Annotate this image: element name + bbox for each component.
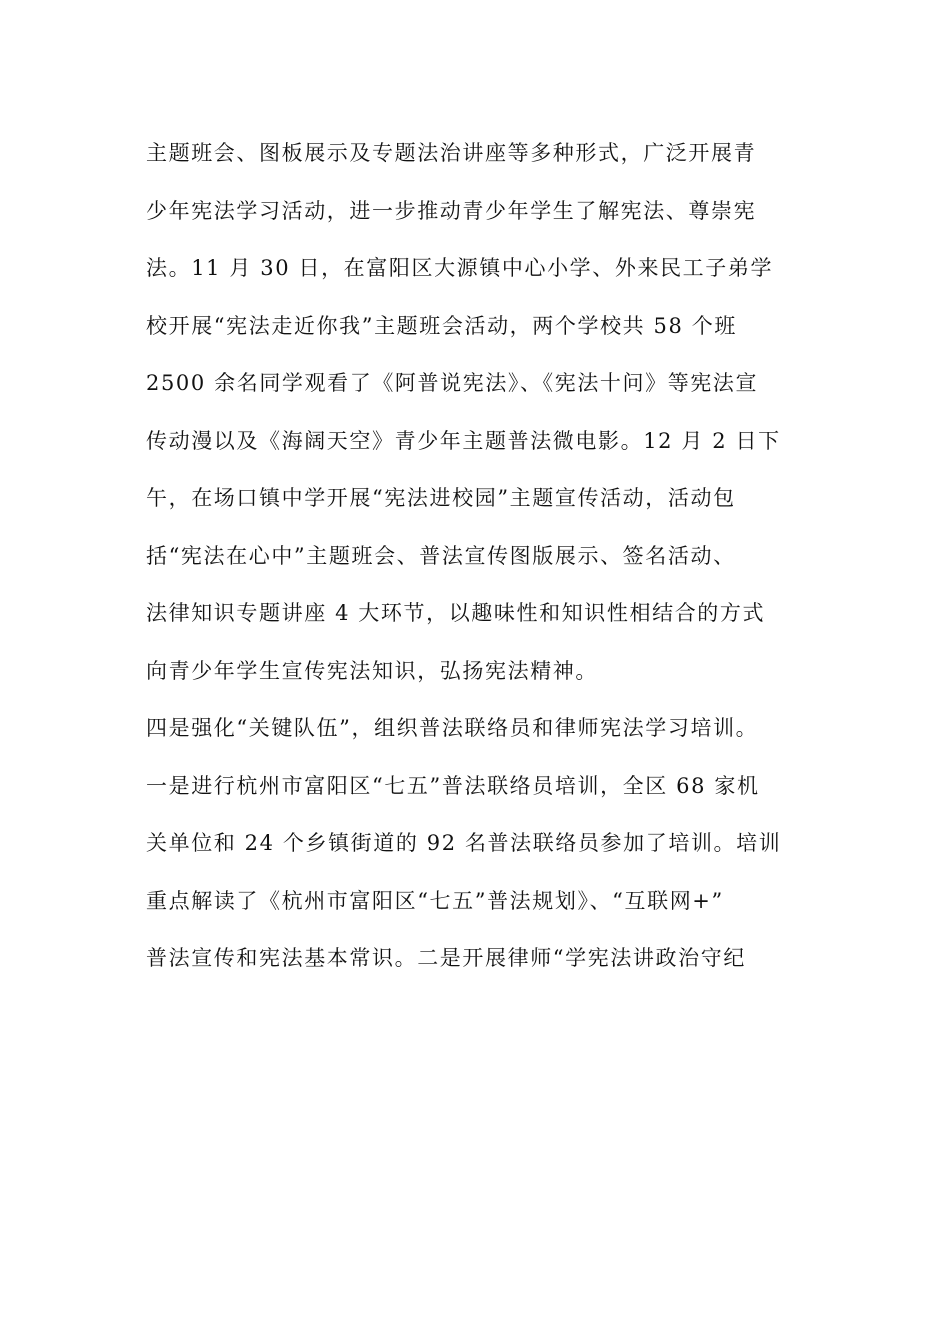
- text-line: 传动漫以及《海阔天空》青少年主题普法微电影。12 月 2 日下: [146, 428, 781, 453]
- text-line: 校开展“宪法走近你我”主题班会活动，两个学校共 58 个班: [146, 313, 737, 338]
- text-line: 关单位和 24 个乡镇街道的 92 名普法联络员参加了培训。培训: [146, 831, 782, 855]
- text-line: 法。11 月 30 日，在富阳区大源镇中心小学、外来民工子弟学: [146, 256, 774, 280]
- text-line: 法律知识专题讲座 4 大环节，以趣味性和知识性相结合的方式: [146, 601, 766, 625]
- text-line: 午，在场口镇中学开展“宪法进校园”主题宣传活动，活动包: [146, 486, 736, 510]
- document-body: [146, 130, 846, 993]
- text-line: 少年宪法学习活动，进一步推动青少年学生了解宪法、尊崇宪: [146, 198, 757, 223]
- text-line: 向青少年学生宣传宪法知识，弘扬宪法精神。: [146, 658, 598, 683]
- text-line: 普法宣传和宪法基本常识。二是开展律师“学宪法讲政治守纪: [146, 946, 746, 970]
- text-line: 主题班会、图板展示及专题法治讲座等多种形式，广泛开展青: [146, 141, 757, 165]
- text-line: 2500 余名同学观看了《阿普说宪法》、《宪法十问》等宪法宣: [146, 371, 759, 395]
- text-line: 一是进行杭州市富阳区“七五”普法联络员培训，全区 68 家机: [146, 773, 760, 798]
- text-line: 四是强化“关键队伍”，组织普法联络员和律师宪法学习培训。: [146, 716, 759, 740]
- text-line: 重点解读了《杭州市富阳区“七五”普法规划》、“互联网+”: [146, 888, 724, 913]
- text-line: 括“宪法在心中”主题班会、普法宣传图版展示、签名活动、: [146, 543, 736, 568]
